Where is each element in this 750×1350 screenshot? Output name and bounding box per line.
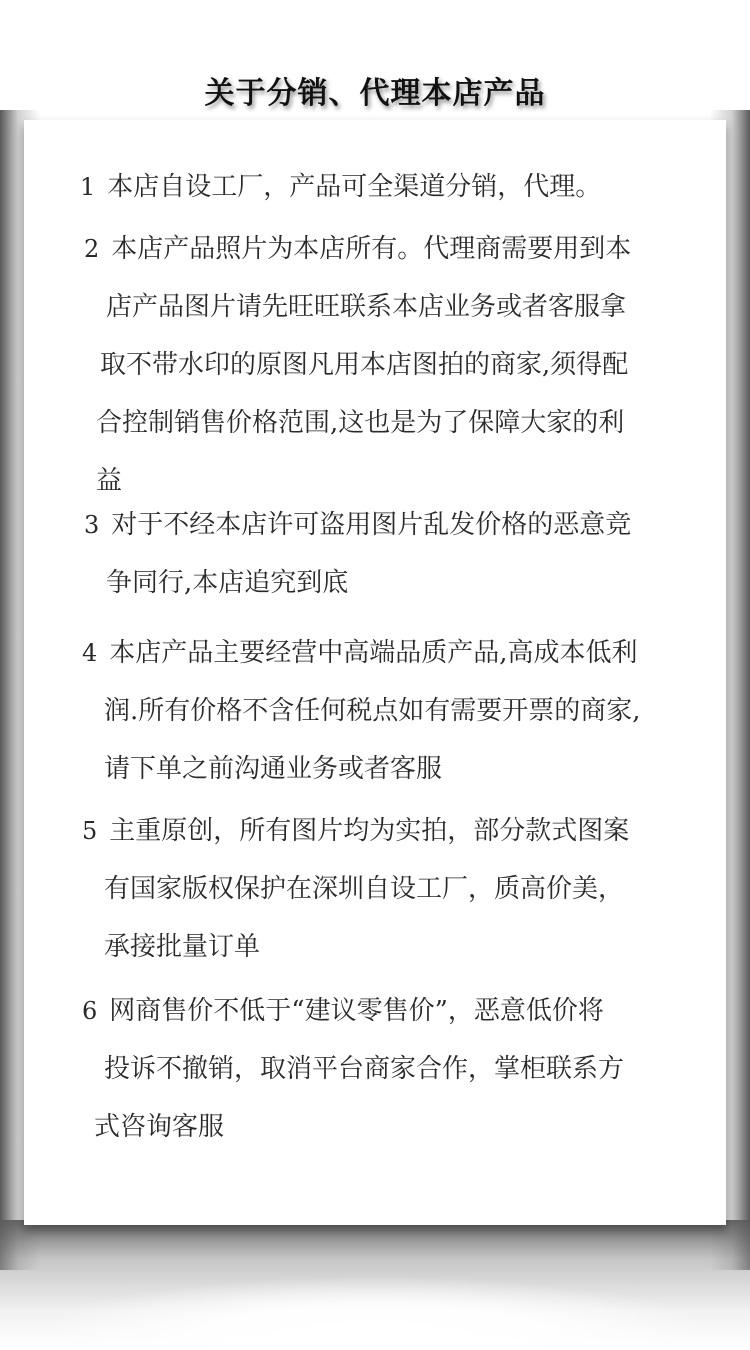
notice-line: 润.所有价格不含任何税点如有需要开票的商家, [104, 696, 641, 726]
item-number: 4 [82, 639, 98, 667]
notice-line: 2 本店产品照片为本店所有。代理商需要用到本 [84, 220, 720, 278]
notice-line: 店产品图片请先旺旺联系本店业务或者客服拿 [106, 292, 627, 322]
notice-item-2 [84, 220, 720, 510]
notice-line: 4 本店产品主要经营中高端品质产品,高成本低利 [82, 624, 720, 682]
notice-line: 益 [96, 466, 123, 496]
notice-item-4 [82, 624, 720, 798]
notice-line: 3 对于不经本店许可盗用图片乱发价格的恶意竞 [84, 496, 720, 554]
notice-line: 有国家版权保护在深圳自设工厂，质高价美， [104, 874, 625, 904]
notice-item-1 [80, 158, 720, 216]
notice-item-5 [82, 802, 720, 976]
notice-item-3 [84, 496, 720, 612]
item-number: 6 [82, 997, 98, 1025]
notice-line: 争同行,本店追究到底 [106, 568, 349, 598]
notice-line: 5 主重原创，所有图片均为实拍，部分款式图案 [82, 802, 720, 860]
item-number: 1 [80, 173, 96, 201]
item-number: 3 [84, 511, 100, 539]
notice-item-6 [82, 982, 720, 1156]
notice-line: 取不带水印的原图凡用本店图拍的商家,须得配 [100, 350, 629, 380]
notice-line: 6 网商售价不低于“建议零售价”，恶意低价将 [82, 982, 720, 1040]
notice-line: 1 本店自设工厂，产品可全渠道分销，代理。 [80, 158, 720, 216]
notice-line: 式咨询客服 [94, 1112, 225, 1142]
page-title: 关于分销、代理本店产品 [204, 76, 546, 111]
item-number: 2 [84, 235, 100, 263]
bottom-shadow [0, 1220, 750, 1350]
item-number: 5 [82, 817, 98, 845]
notice-line: 投诉不撤销，取消平台商家合作，掌柜联系方 [104, 1054, 625, 1084]
notice-line: 请下单之前沟通业务或者客服 [104, 754, 443, 784]
notice-line: 合控制销售价格范围,这也是为了保障大家的利 [96, 408, 625, 438]
notice-line: 承接批量订单 [104, 932, 261, 962]
